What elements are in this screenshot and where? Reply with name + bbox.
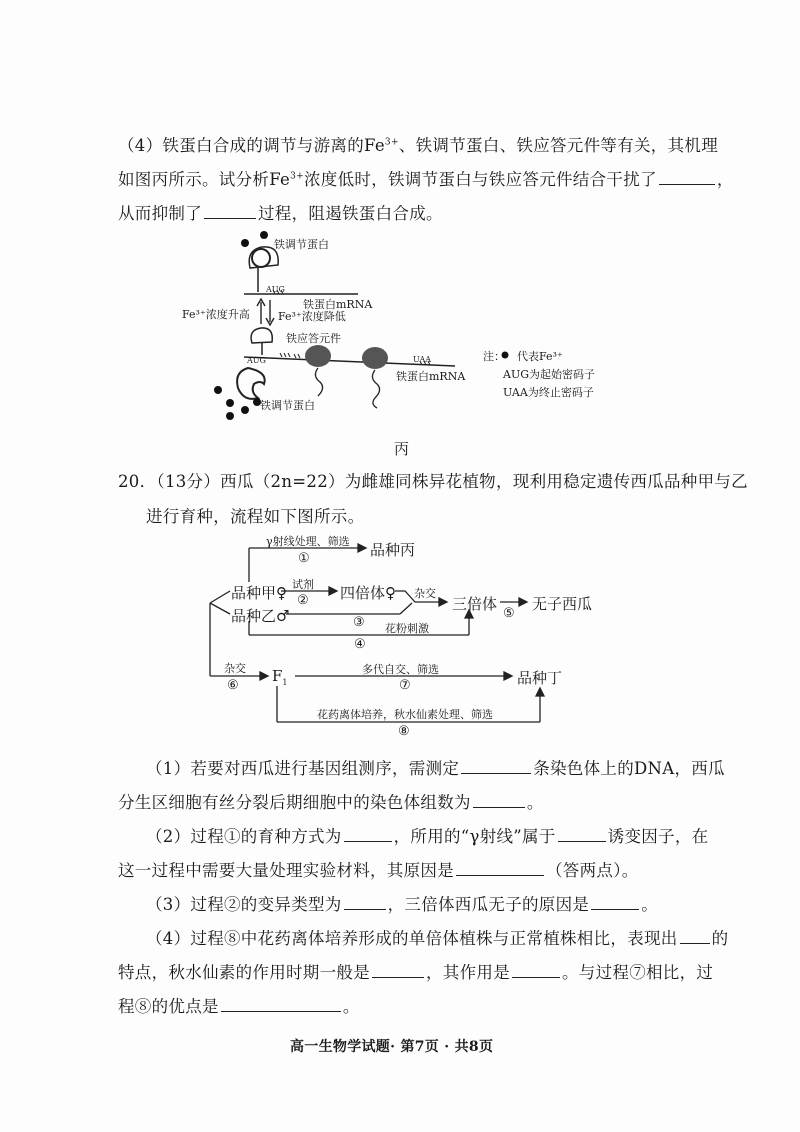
flow-anther-label: 花药离体培养，秋水仙素处理、筛选 xyxy=(317,708,493,721)
answer-blank[interactable] xyxy=(344,827,392,842)
flow-variety-bing: 品种丙 xyxy=(370,541,416,559)
label-uaa: UAA xyxy=(413,355,432,364)
q20-line-1: 20．（13分）西瓜（2n=22）为雌雄同株异花植物，现利用稳定遗传西瓜品种甲与乙 xyxy=(118,472,748,491)
answer-blank[interactable] xyxy=(591,895,639,910)
flow-step-6: ⑥ xyxy=(227,678,239,693)
answer-blank[interactable] xyxy=(473,793,525,808)
q20-line-2: 进行育种，流程如下图所示。 xyxy=(146,507,365,526)
q19-line-3: 从而抑制了 过程，阻遏铁蛋白合成。 xyxy=(118,204,443,223)
figure-caption: 丙 xyxy=(394,440,410,458)
answer-blank[interactable] xyxy=(344,895,386,910)
answer-blank[interactable] xyxy=(461,759,531,774)
label-iron-regulatory-protein: 铁调节蛋白 xyxy=(274,238,329,251)
label-fe-falling: Fe³⁺浓度降低 xyxy=(278,310,346,323)
flow-step-5: ⑤ xyxy=(503,606,515,621)
q20-4-line-1: （4）过程⑧中花药离体培养形成的单倍体植株与正常植株相比，表现出 的 xyxy=(146,929,729,948)
answer-blank[interactable] xyxy=(558,827,606,842)
flow-step-3: ③ xyxy=(353,615,365,630)
flow-variety-ding: 品种丁 xyxy=(517,669,563,687)
flow-cross-label-2: 杂交 xyxy=(224,662,246,675)
flow-variety-yi: 品种乙♂ xyxy=(231,607,290,625)
label-ferritin-mrna: 铁蛋白mRNA xyxy=(303,298,373,311)
label-aug: AUG xyxy=(247,356,266,365)
label-fe-rising: Fe³⁺浓度升高 xyxy=(182,308,250,321)
answer-blank[interactable] xyxy=(372,963,424,978)
label-iron-response-element: 铁应答元件 xyxy=(286,332,341,345)
answer-blank[interactable] xyxy=(456,861,544,876)
flow-step-1: ① xyxy=(298,551,310,566)
flow-seedless-watermelon: 无子西瓜 xyxy=(532,595,593,613)
flow-step-7: ⑦ xyxy=(399,678,411,693)
q20-4-line-3: 程⑧的优点是 。 xyxy=(118,997,360,1016)
legend-uaa: UAA为终止密码子 xyxy=(503,386,594,399)
page-footer: 高一生物学试题· 第7页 · 共8页 xyxy=(290,1039,494,1055)
flow-step-4: ④ xyxy=(354,637,366,652)
flow-cross-label: 杂交 xyxy=(414,587,436,600)
q20-2-line-2: 这一过程中需要大量处理实验材料，其原因是 （答两点）。 xyxy=(118,861,639,880)
flow-reagent-label: 试剂 xyxy=(292,578,314,591)
q19-line-2: 如图丙所示。试分析$Fe^{3+}$浓度低时，铁调节蛋白与铁应答元件结合干扰了 ， xyxy=(118,170,734,189)
flow-pollen-label: 花粉刺激 xyxy=(385,622,429,635)
answer-blank[interactable] xyxy=(512,963,560,978)
legend-note: 注： 代表Fe³⁺ xyxy=(483,350,563,363)
label-ferritin-mrna: 铁蛋白mRNA xyxy=(396,370,466,383)
flow-tetraploid: 四倍体♀ xyxy=(340,584,396,602)
flow-selfing-label: 多代自交、筛选 xyxy=(362,663,439,676)
flow-variety-jia: 品种甲♀ xyxy=(231,584,287,602)
q20-3: （3）过程②的变异类型为 ，三倍体西瓜无子的原因是 。 xyxy=(146,895,659,914)
label-aug: AUG xyxy=(266,285,285,294)
flow-step-2: ② xyxy=(297,593,309,608)
answer-blank[interactable] xyxy=(680,929,710,944)
flow-step-8: ⑧ xyxy=(398,724,410,739)
flow-triploid: 三倍体 xyxy=(452,595,498,613)
legend-aug: AUG为起始密码子 xyxy=(503,368,596,381)
flow-gamma-label: γ射线处理、筛选 xyxy=(266,535,350,548)
q20-4-line-2: 特点，秋水仙素的作用时期一般是 ，其作用是 。与过程⑦相比，过 xyxy=(118,963,714,982)
q19-line-1: （4）铁蛋白合成的调节与游离的$Fe^{3+}$、铁调节蛋白、铁应答元件等有关，其机理 xyxy=(118,136,718,155)
answer-blank[interactable] xyxy=(221,997,341,1012)
flow-f1: $F_1$ xyxy=(272,667,288,687)
q20-1-line-2: 分生区细胞有丝分裂后期细胞中的染色体组数为 。 xyxy=(118,793,544,812)
label-iron-regulatory-protein: 铁调节蛋白 xyxy=(260,399,315,412)
q20-2-line-1: （2）过程①的育种方式为 ，所用的“γ射线”属于 诱变因子，在 xyxy=(146,827,709,846)
q20-1-line-1: （1）若要对西瓜进行基因组测序，需测定 条染色体上的DNA，西瓜 xyxy=(146,759,725,778)
